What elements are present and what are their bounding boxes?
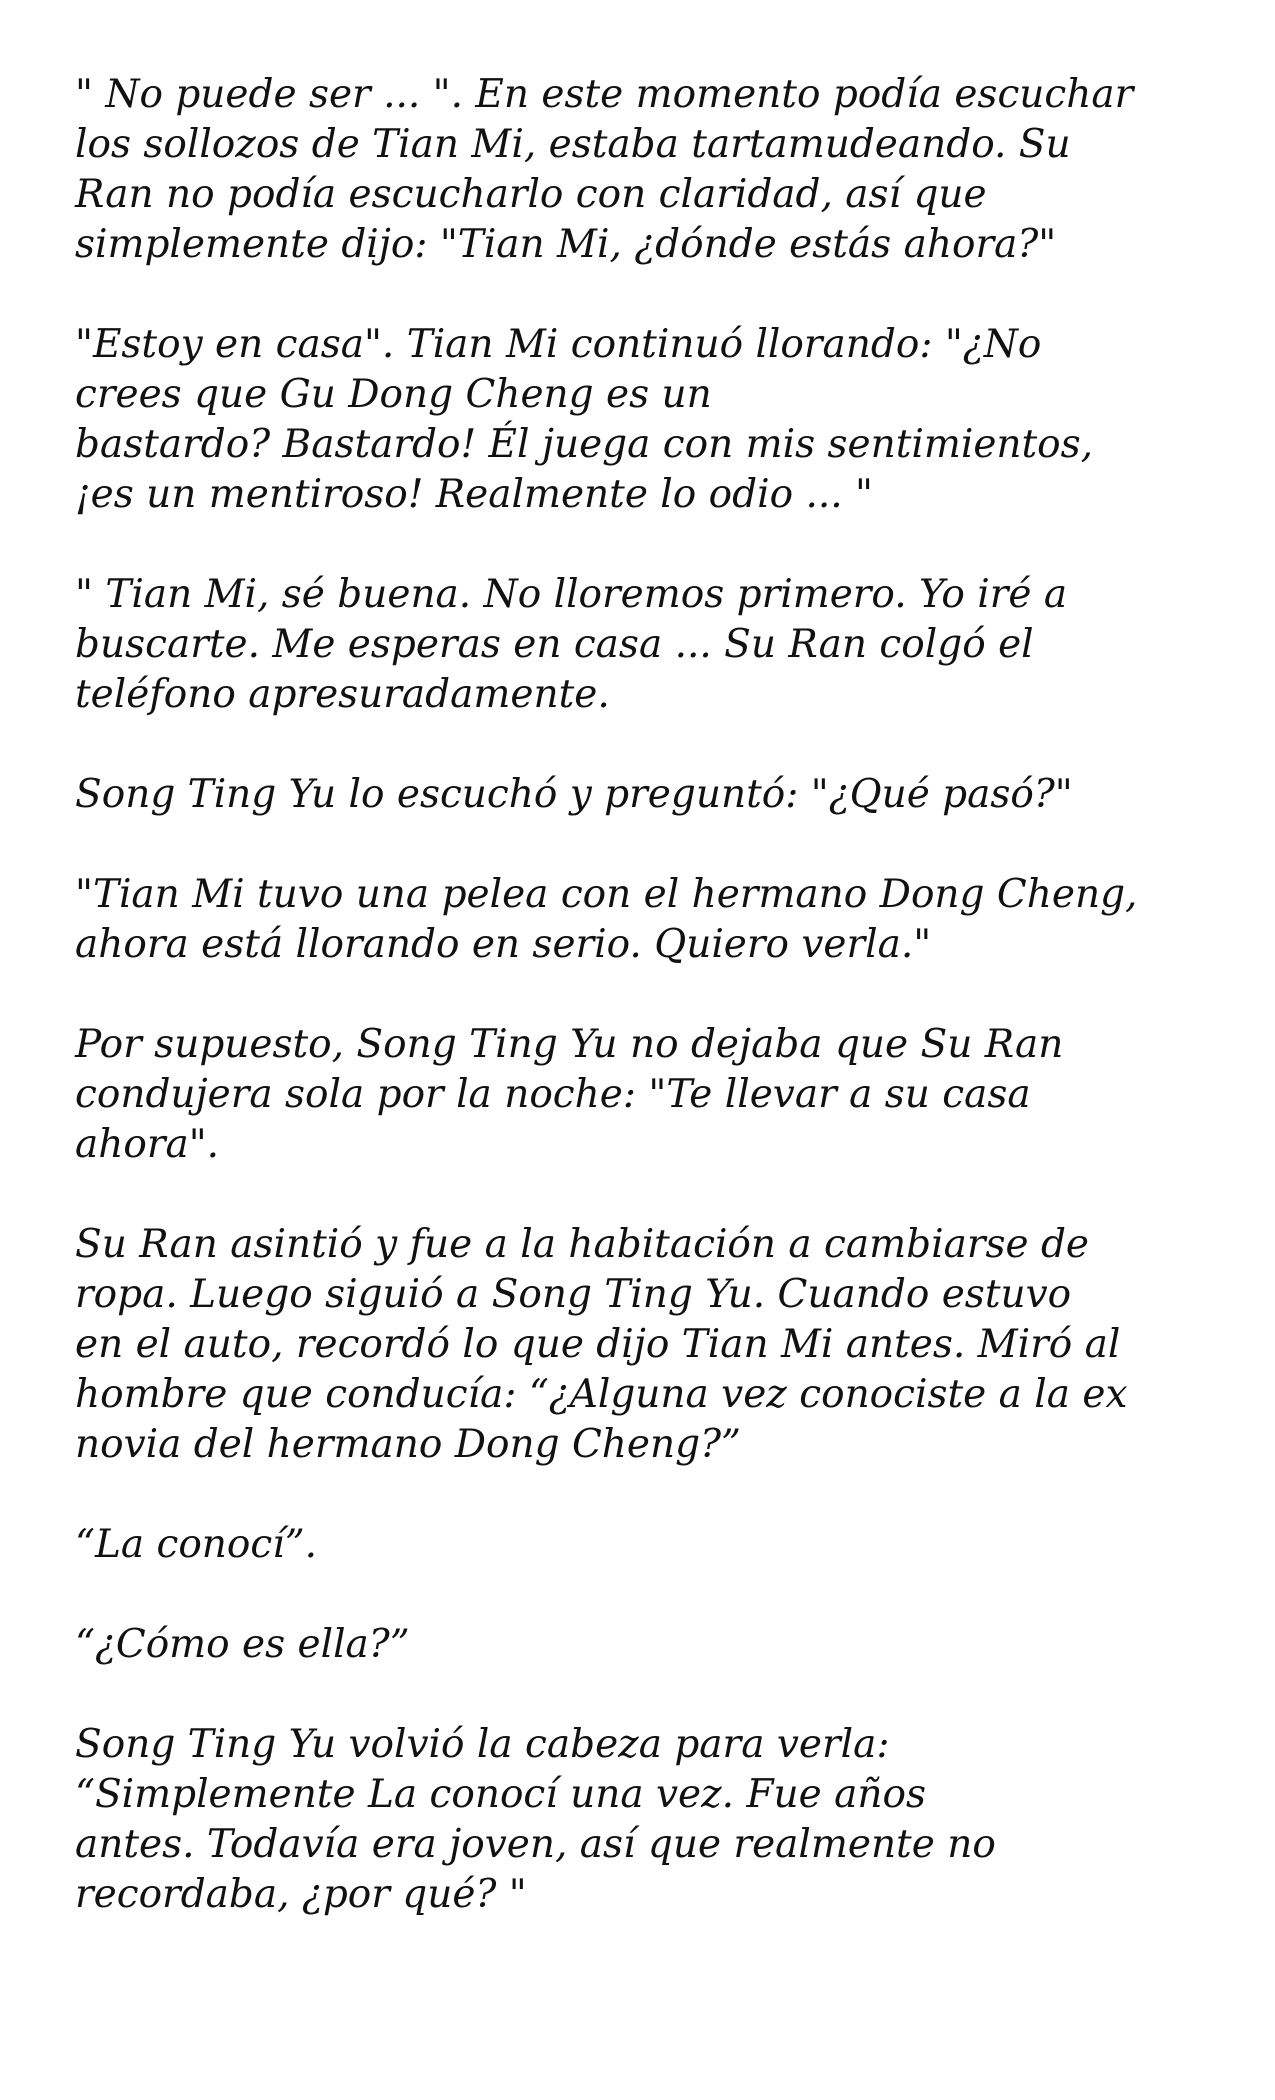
text-line: ahora".	[75, 1122, 220, 1167]
text-line: Ran no podía escucharlo con claridad, así que	[75, 172, 987, 217]
document-page	[75, 70, 1225, 1970]
text-line: Su Ran asintió y fue a la habitación a cambiarse de	[75, 1222, 1089, 1267]
text-line: “Simplemente La conocí una vez. Fue años	[75, 1772, 926, 1817]
paragraph-4	[75, 770, 1225, 820]
text-line: “¿Cómo es ella?”	[75, 1622, 410, 1667]
paragraph-2	[75, 320, 1225, 520]
paragraph-3	[75, 570, 1225, 720]
text-line: condujera sola por la noche: "Te llevar a su casa	[75, 1072, 1031, 1117]
text-line: ropa. Luego siguió a Song Ting Yu. Cuando estuvo	[75, 1272, 1072, 1317]
text-line: simplemente dijo: "Tian Mi, ¿dónde estás ahora?"	[75, 222, 1057, 267]
text-line: ahora está llorando en serio. Quiero verla."	[75, 922, 932, 967]
paragraph-9	[75, 1620, 1225, 1670]
paragraph-6	[75, 1020, 1225, 1170]
text-line: buscarte. Me esperas en casa ... Su Ran colgó el	[75, 622, 1034, 667]
text-line: ¡es un mentiroso! Realmente lo odio ... "	[75, 472, 873, 517]
text-line: novia del hermano Dong Cheng?”	[75, 1422, 741, 1467]
text-line: hombre que conducía: “¿Alguna vez conociste a la ex	[75, 1372, 1128, 1417]
text-line: antes. Todavía era joven, así que realmente no	[75, 1822, 996, 1867]
text-line: teléfono apresuradamente.	[75, 672, 610, 717]
text-line: Por supuesto, Song Ting Yu no dejaba que Su Ran	[75, 1022, 1064, 1067]
paragraph-1	[75, 70, 1225, 270]
text-line: en el auto, recordó lo que dijo Tian Mi antes. Miró al	[75, 1322, 1121, 1367]
text-line: bastardo? Bastardo! Él juega con mis sentimientos,	[75, 422, 1094, 467]
text-line: crees que Gu Dong Cheng es un	[75, 372, 712, 417]
paragraph-8	[75, 1520, 1225, 1570]
paragraph-5	[75, 870, 1225, 970]
paragraph-10	[75, 1720, 1225, 1920]
text-line: recordaba, ¿por qué? "	[75, 1872, 527, 1917]
text-line: "Estoy en casa". Tian Mi continuó llorando: "¿No	[75, 322, 1042, 367]
text-line: " No puede ser ... ". En este momento podía escuchar	[75, 72, 1134, 117]
text-line: “La conocí”.	[75, 1522, 318, 1567]
text-line: Song Ting Yu volvió la cabeza para verla:	[75, 1722, 890, 1767]
text-line: los sollozos de Tian Mi, estaba tartamudeando. Su	[75, 122, 1071, 167]
paragraph-7	[75, 1220, 1225, 1470]
text-line: " Tian Mi, sé buena. No lloremos primero. Yo iré a	[75, 572, 1068, 617]
text-line: "Tian Mi tuvo una pelea con el hermano Dong Cheng,	[75, 872, 1138, 917]
text-line: Song Ting Yu lo escuchó y preguntó: "¿Qué pasó?"	[75, 772, 1073, 817]
